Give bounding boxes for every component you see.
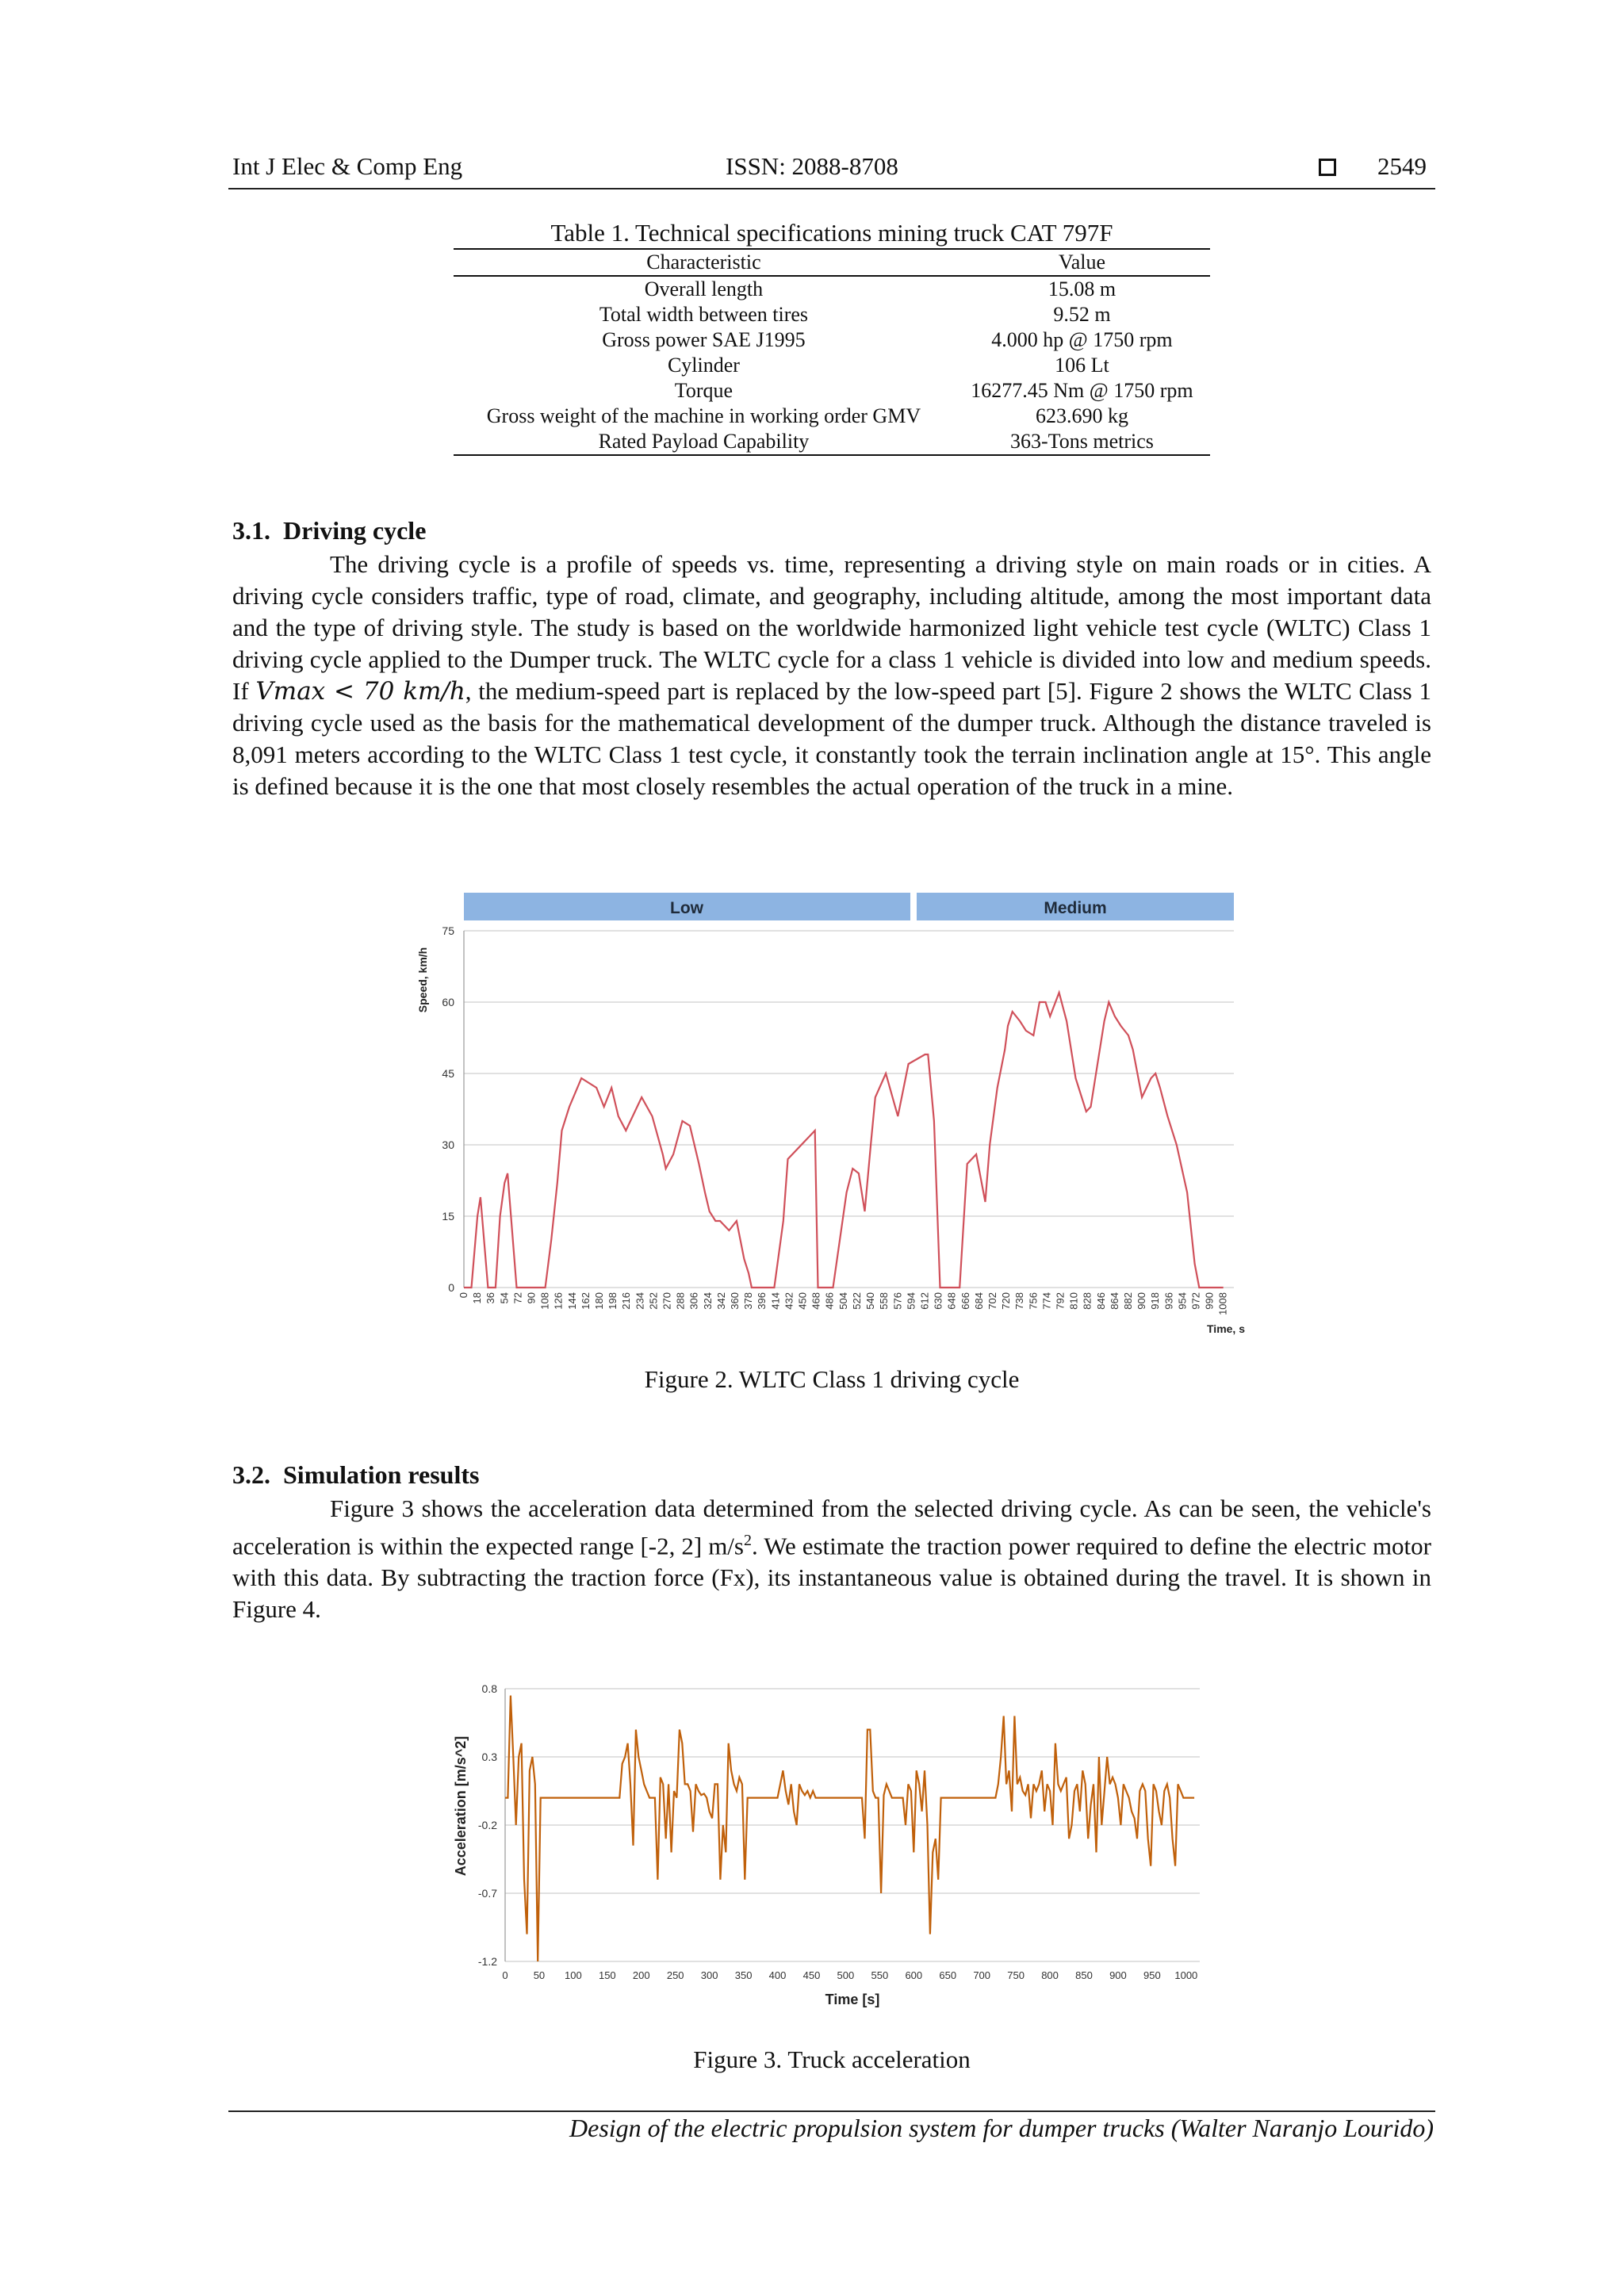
table-cell-value: 106 Lt: [1055, 354, 1109, 377]
y-axis-label: Acceleration [m/s^2]: [453, 1735, 469, 1877]
x-tick-label: 100: [565, 1969, 582, 1981]
y-tick-label: -1.2: [477, 1955, 497, 1968]
paragraph-simulation-results: [232, 1493, 1431, 1625]
page-number: 2549: [1377, 152, 1427, 180]
x-tick-label: 850: [1075, 1969, 1093, 1981]
x-tick-label: 0: [502, 1969, 508, 1981]
table-cell-characteristic: Rated Payload Capability: [454, 429, 954, 455]
x-tick-label: 810: [1067, 1292, 1080, 1310]
x-tick-label: 550: [871, 1969, 889, 1981]
table-cell-value: 623.690 kg: [1035, 404, 1128, 427]
running-footer: Design of the electric propulsion system for dumper trucks (Walter Naranjo Lourido): [569, 2114, 1434, 2142]
x-tick-label: 522: [850, 1292, 863, 1310]
x-tick-label: 666: [959, 1292, 971, 1310]
x-tick-label: 350: [734, 1969, 753, 1981]
square-icon: [1319, 159, 1336, 176]
table-cell-characteristic: Gross power SAE J1995: [602, 328, 806, 351]
paragraph-driving-cycle: [232, 549, 1431, 802]
table-cell-characteristic: Torque: [674, 379, 733, 402]
paragraph-text: Figure 3 shows the acceleration data determined from the selected driving cycle. As can be seen, the vehicle's acceleration is within the expected range [-2, 2] m/s: [232, 1494, 1431, 1560]
x-tick-label: 126: [552, 1292, 565, 1310]
x-tick-label: 252: [647, 1292, 660, 1310]
figure-2-caption: Figure 2. WLTC Class 1 driving cycle: [644, 1365, 1020, 1393]
x-tick-label: 250: [666, 1969, 684, 1981]
y-tick-label: 0: [448, 1281, 454, 1294]
superscript: 2: [744, 1532, 752, 1549]
x-tick-label: 342: [714, 1292, 727, 1310]
x-tick-label: 234: [634, 1292, 646, 1310]
x-tick-label: 700: [973, 1969, 991, 1981]
x-tick-label: 360: [729, 1292, 741, 1310]
table-row: [454, 353, 1210, 378]
x-tick-label: 306: [688, 1292, 700, 1310]
table-cell-value: 4.000 hp @ 1750 rpm: [991, 328, 1173, 351]
x-tick-label: 400: [768, 1969, 787, 1981]
x-tick-label: 144: [565, 1292, 578, 1310]
x-tick-label: 792: [1054, 1292, 1067, 1310]
x-tick-label: 720: [1000, 1292, 1013, 1310]
x-tick-label: 750: [1007, 1969, 1025, 1981]
y-tick-label: 15: [442, 1210, 454, 1223]
x-tick-label: 882: [1121, 1292, 1134, 1310]
table-cell-characteristic: Gross weight of the machine in working order GMV: [486, 404, 921, 427]
x-tick-label: 648: [945, 1292, 958, 1310]
x-tick-label: 108: [538, 1292, 551, 1310]
section-title: Simulation results: [283, 1460, 480, 1489]
table-cell-value: 363-Tons metrics: [954, 429, 1210, 455]
table-row: [454, 302, 1210, 327]
x-tick-label: 1000: [1174, 1969, 1198, 1981]
table-row: [454, 327, 1210, 353]
math-expression: Vmax < 70 km/h: [255, 677, 465, 706]
x-tick-label: 612: [918, 1292, 931, 1310]
x-tick-label: 594: [905, 1292, 917, 1310]
journal-name: Int J Elec & Comp Eng: [232, 152, 463, 180]
acceleration-series-line: [505, 1696, 1194, 1961]
col-header-characteristic: Characteristic: [454, 249, 954, 276]
x-tick-label: 450: [796, 1292, 809, 1310]
x-tick-label: 950: [1143, 1969, 1161, 1981]
table-cell-value: 9.52 m: [1053, 303, 1111, 326]
y-tick-label: 30: [442, 1138, 454, 1151]
x-tick-label: 200: [632, 1969, 650, 1981]
x-tick-label: 432: [783, 1292, 795, 1310]
section-number: 3.2.: [232, 1460, 270, 1489]
x-tick-label: 270: [661, 1292, 673, 1310]
x-tick-label: 900: [1109, 1969, 1127, 1981]
table-row: [454, 276, 1210, 302]
speed-series-line: [464, 993, 1224, 1288]
x-tick-label: 450: [802, 1969, 821, 1981]
table-cell-value: 15.08 m: [1048, 277, 1116, 300]
x-tick-label: 918: [1149, 1292, 1162, 1310]
x-tick-label: 18: [471, 1292, 484, 1304]
x-tick-label: 36: [485, 1292, 497, 1304]
x-tick-label: 300: [700, 1969, 718, 1981]
section-heading-3-2: [232, 1460, 479, 1490]
y-tick-label: 60: [442, 996, 454, 1008]
x-tick-label: 0: [458, 1292, 469, 1299]
figure-3-caption: Figure 3. Truck acceleration: [693, 2045, 971, 2073]
section-heading-3-1: [232, 516, 426, 545]
x-tick-label: 540: [864, 1292, 877, 1310]
table-row: [454, 378, 1210, 404]
x-tick-label: 576: [891, 1292, 904, 1310]
x-tick-label: 486: [823, 1292, 836, 1310]
x-tick-label: 684: [972, 1292, 985, 1310]
issn: ISSN: 2088-8708: [726, 152, 898, 180]
x-tick-label: 90: [525, 1292, 538, 1304]
x-tick-label: 72: [511, 1292, 524, 1304]
x-tick-label: 198: [607, 1292, 619, 1310]
x-tick-label: 468: [810, 1292, 822, 1310]
x-tick-label: 756: [1027, 1292, 1040, 1310]
paragraph-text: The driving cycle is a profile of speeds vs. time, representing a driving style on main roads or in cities. A driving cycle considers traffic, type of road, climate, and geography, including altitude, among the most important data and the type of driving style. The study is based on the worldwide harmonized light vehicle test cycle (WLTC) Class 1 driving cycle applied to the Dumper truck. The WLTC cycle for a class 1 vehicle is divided into low and medium speeds. If: [232, 550, 1431, 705]
table-cell-characteristic: Total width between tires: [599, 303, 809, 326]
y-tick-label: 0.8: [481, 1682, 497, 1695]
x-tick-label: 846: [1094, 1292, 1107, 1310]
x-tick-label: 162: [579, 1292, 592, 1310]
x-axis-label: Time, s: [1207, 1322, 1245, 1335]
x-tick-label: 954: [1176, 1292, 1189, 1310]
paragraph-text: , the medium-speed part is replaced by the low-speed part [5]. Figure 2 shows the WLTC Class 1 driving cycle used as the basis for the mathematical development of the dumper truck. Although the distance traveled is 8,091 meters according to the WLTC Class 1 test cycle, it constantly took the terrain inclination angle at 15°. This angle is defined because it is the one that most closely resembles the actual operation of the truck in a mine.: [232, 677, 1431, 800]
x-tick-label: 630: [932, 1292, 944, 1310]
y-tick-label: 75: [442, 924, 454, 937]
paragraph-text: . We estimate the traction power required to define the electric motor with this data. By subtracting the traction force (Fx), its instantaneous value is obtained during the travel. It is shown in Figure 4.: [232, 1532, 1431, 1624]
figure-3-acceleration-chart: [448, 1671, 1217, 2012]
x-tick-label: 650: [939, 1969, 957, 1981]
x-tick-label: 396: [756, 1292, 768, 1310]
header-rule: [228, 188, 1435, 189]
x-tick-label: 180: [593, 1292, 606, 1310]
band-low-label: Low: [670, 899, 703, 917]
x-tick-label: 414: [769, 1292, 782, 1310]
x-tick-label: 738: [1013, 1292, 1026, 1310]
band-medium-label: Medium: [1044, 899, 1107, 917]
x-tick-label: 288: [674, 1292, 687, 1310]
y-tick-label: 0.3: [481, 1751, 497, 1763]
x-axis-label: Time [s]: [825, 1992, 880, 2007]
x-tick-label: 1008: [1216, 1292, 1229, 1315]
x-tick-label: 990: [1203, 1292, 1216, 1310]
x-tick-label: 50: [533, 1969, 546, 1981]
x-tick-label: 558: [878, 1292, 891, 1310]
y-axis-label: Speed, km/h: [416, 947, 429, 1013]
table-caption: Table 1. Technical specifications mining truck CAT 797F: [550, 219, 1113, 247]
x-tick-label: 500: [837, 1969, 855, 1981]
table-cell-characteristic: Overall length: [644, 277, 764, 300]
table-cell-value: 16277.45 Nm @ 1750 rpm: [971, 379, 1193, 402]
x-tick-label: 828: [1081, 1292, 1094, 1310]
footer-rule: [228, 2110, 1435, 2112]
x-tick-label: 800: [1041, 1969, 1059, 1981]
section-number: 3.1.: [232, 516, 270, 545]
table-row: [454, 404, 1210, 429]
x-tick-label: 936: [1162, 1292, 1175, 1310]
y-tick-label: -0.2: [477, 1819, 497, 1831]
x-tick-label: 216: [620, 1292, 633, 1310]
spec-table: [454, 248, 1210, 456]
y-tick-label: -0.7: [477, 1887, 497, 1900]
col-header-value: Value: [954, 249, 1210, 276]
figure-2-speed-chart: [408, 886, 1249, 1338]
table-cell-characteristic: Cylinder: [667, 354, 740, 377]
x-tick-label: 900: [1136, 1292, 1148, 1310]
x-tick-label: 150: [598, 1969, 616, 1981]
x-tick-label: 504: [837, 1292, 849, 1310]
x-tick-label: 600: [905, 1969, 923, 1981]
x-tick-label: 774: [1040, 1292, 1053, 1310]
x-tick-label: 324: [701, 1292, 714, 1310]
section-title: Driving cycle: [283, 516, 427, 545]
y-tick-label: 45: [442, 1067, 454, 1080]
x-tick-label: 54: [498, 1292, 511, 1304]
x-tick-label: 378: [742, 1292, 755, 1310]
x-tick-label: 864: [1108, 1292, 1120, 1310]
x-tick-label: 702: [986, 1292, 998, 1310]
table-row: [454, 429, 1210, 455]
x-tick-label: 972: [1189, 1292, 1202, 1310]
